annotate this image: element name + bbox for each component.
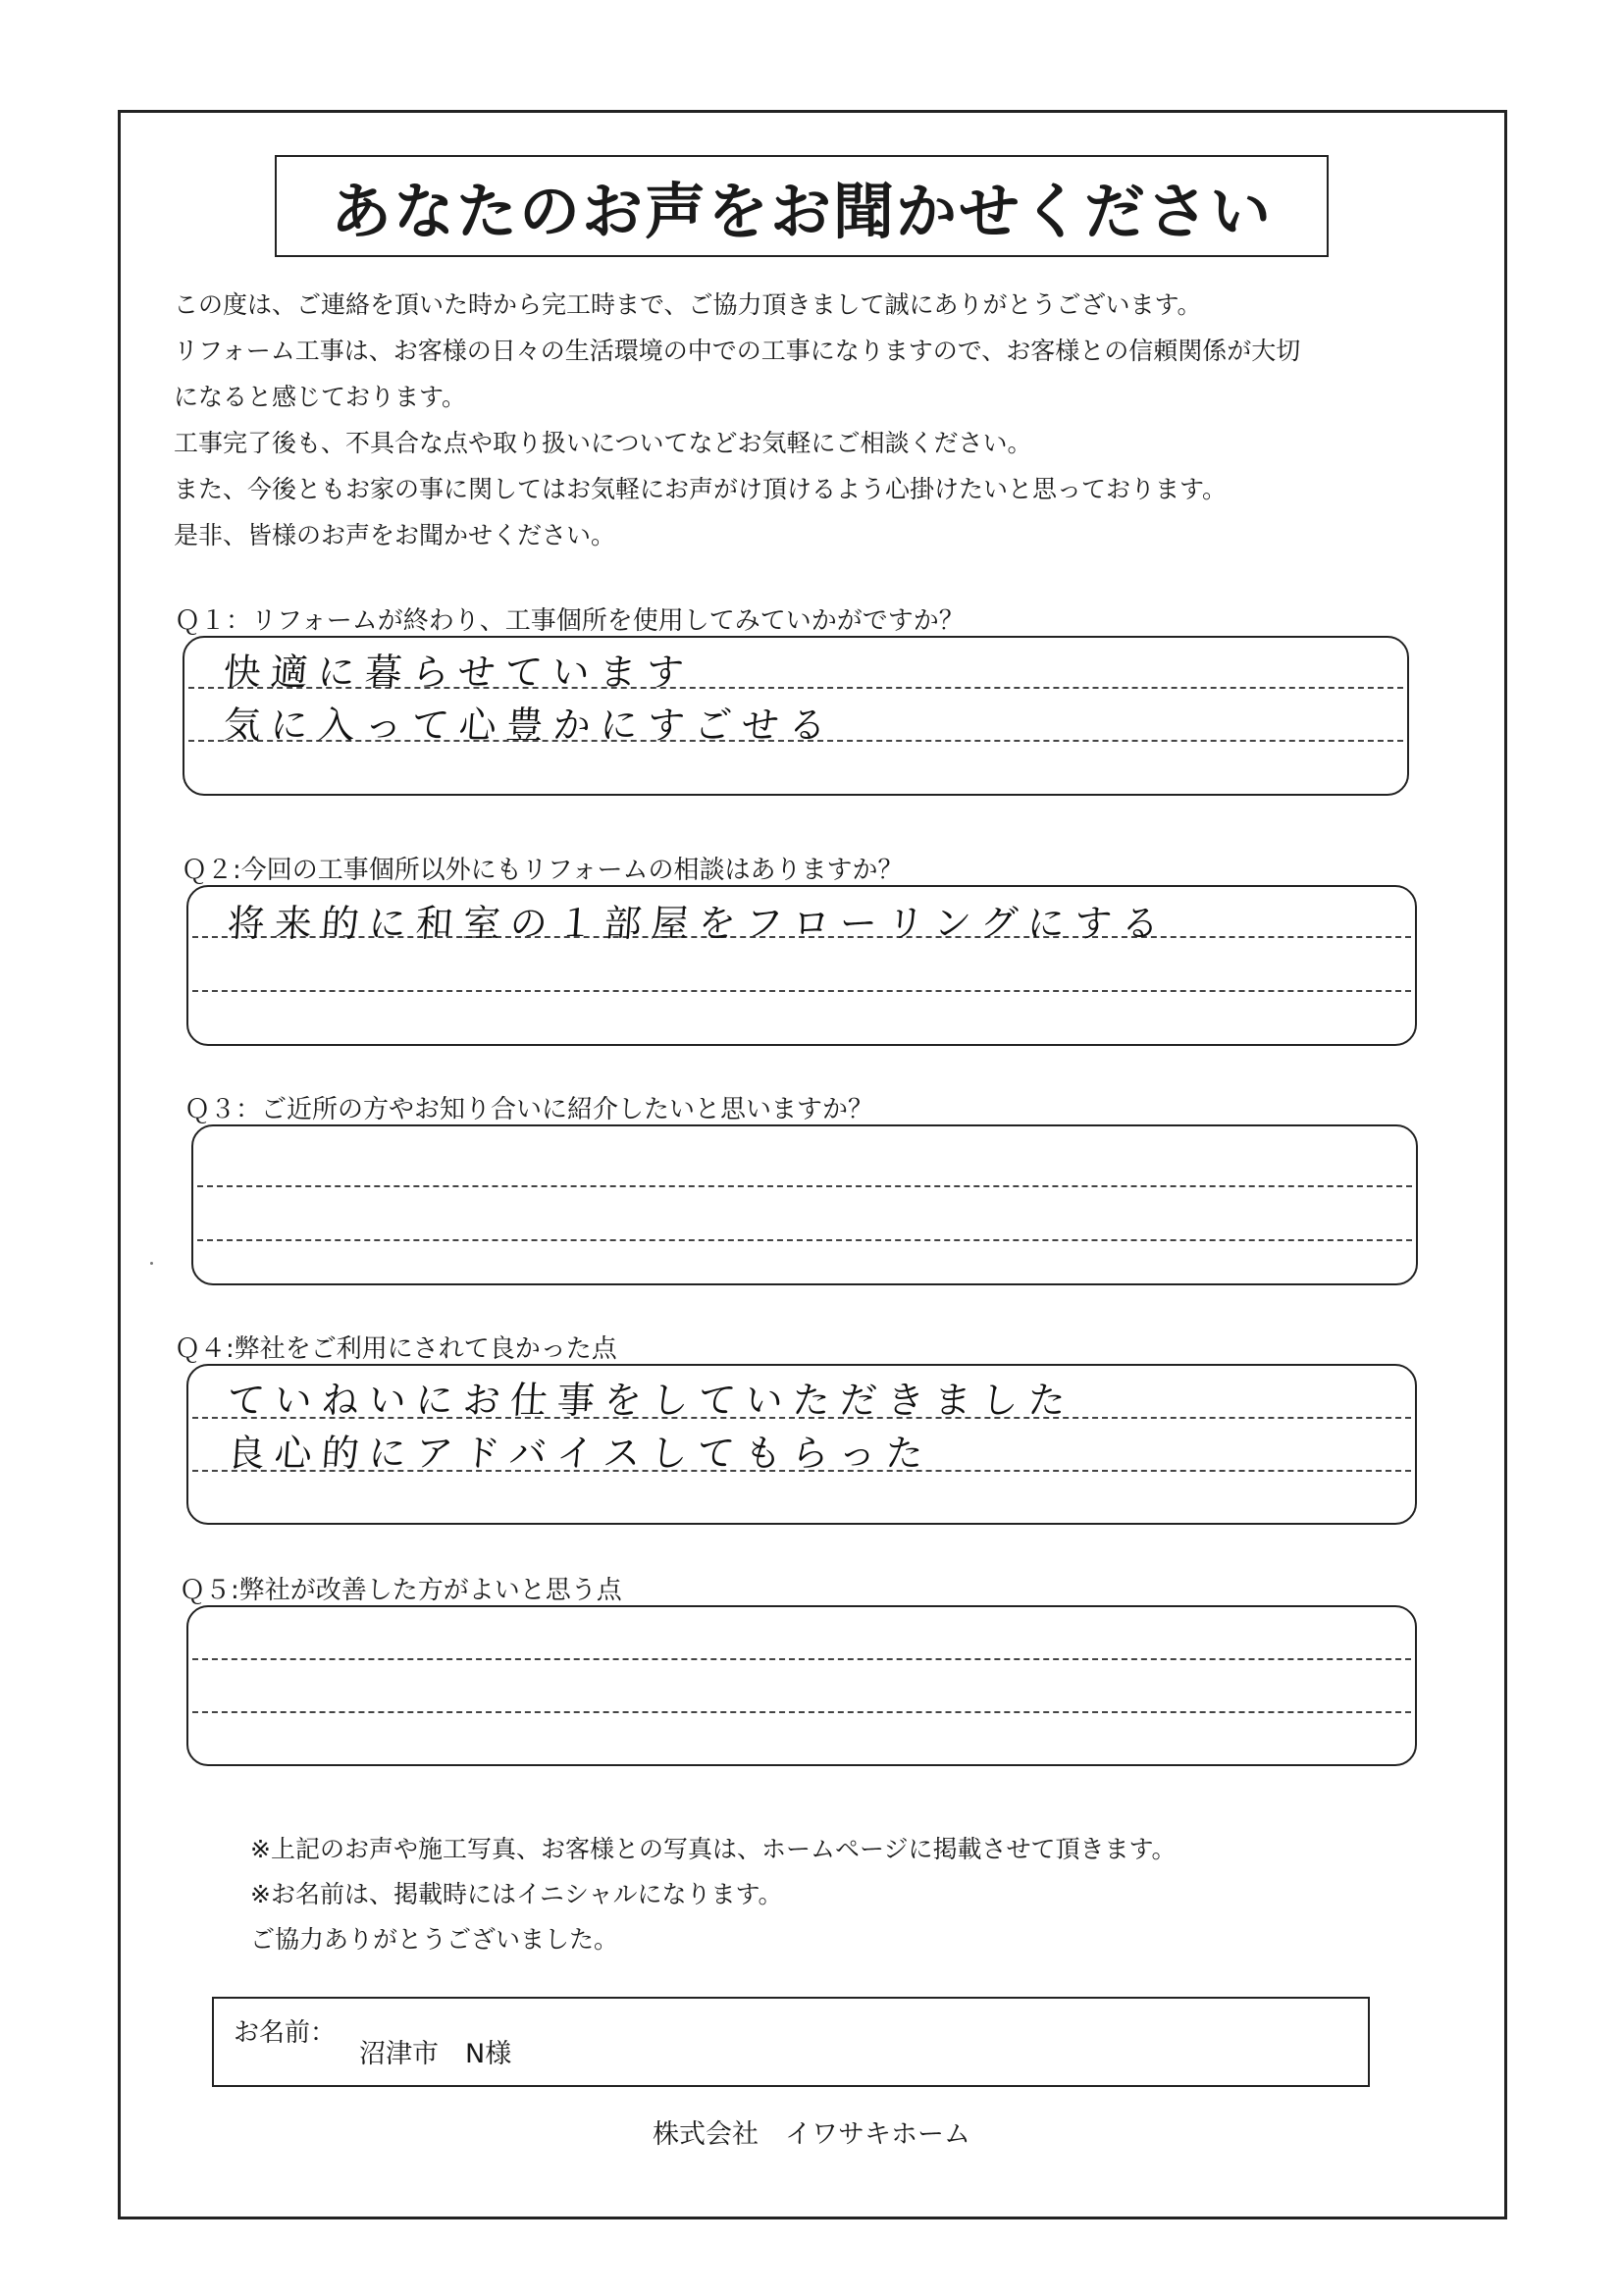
name-box[interactable] <box>212 1997 1370 2087</box>
answer-box-1[interactable] <box>183 636 1409 796</box>
answer-box-5[interactable] <box>186 1605 1417 1766</box>
handwritten-answer: 将来的に和室の１部屋をフローリングにする <box>226 902 1171 945</box>
handwritten-answer: 気に入って心豊かにすごせる <box>222 704 838 747</box>
handwritten-answer: 良心的にアドバイスしてもらった <box>226 1432 935 1475</box>
answer-box-4[interactable] <box>186 1364 1417 1525</box>
intro-text <box>174 282 1351 558</box>
answer-line <box>197 1239 1412 1241</box>
intro-line: リフォーム工事は、お客様の日々の生活環境の中での工事になりますので、お客様との信頼関係が大切 <box>174 337 1301 365</box>
scan-speck <box>150 1262 153 1265</box>
footer-notes <box>250 1827 1176 1962</box>
answer-line <box>192 1711 1411 1713</box>
intro-line: 是非、皆様のお声をお聞かせください。 <box>174 521 616 549</box>
handwritten-answer: ていねいにお仕事をしていただきました <box>226 1379 1077 1422</box>
note-line: ※上記のお声や施工写真、お客様との写真は、ホームページに掲載させて頂きます。 <box>250 1835 1177 1863</box>
note-line: ご協力ありがとうございました。 <box>250 1925 619 1954</box>
page-title: あなたのお声をお聞かせください <box>275 155 1329 257</box>
intro-line: になると感じております。 <box>174 383 467 411</box>
answer-box-3[interactable] <box>191 1124 1418 1285</box>
answer-box-2[interactable] <box>186 885 1417 1046</box>
name-label: お名前： <box>234 2018 337 2048</box>
question-2-label: Ｑ２:今回の工事個所以外にもリフォームの相談はありますか？ <box>182 856 904 885</box>
question-3-label: Ｑ３：ご近所の方やお知り合いに紹介したいと思いますか？ <box>184 1095 874 1124</box>
note-line: ※お名前は、掲載時にはイニシャルになります。 <box>250 1880 783 1908</box>
company-name: 株式会社 イワサキホーム <box>653 2119 970 2150</box>
handwritten-answer: 快適に暮らせています <box>222 651 696 694</box>
question-4-label: Ｑ４:弊社をご利用にされて良かった点 <box>175 1334 617 1364</box>
answer-line <box>197 1185 1412 1187</box>
intro-line: また、今後ともお家の事に関してはお気軽にお声がけ頂けるよう心掛けたいと思っております。 <box>174 475 1228 503</box>
question-5-label: Ｑ５:弊社が改善した方がよいと思う点 <box>180 1576 622 1605</box>
answer-line <box>192 990 1411 992</box>
answer-line <box>192 1658 1411 1660</box>
name-value: 沼津市 N様 <box>359 2039 512 2069</box>
intro-line: 工事完了後も、不具合な点や取り扱いについてなどお気軽にご相談ください。 <box>174 429 1032 457</box>
intro-line: この度は、ご連絡を頂いた時から完工時まで、ご協力頂きまして誠にありがとうございます。 <box>174 290 1202 319</box>
question-1-label: Ｑ１：リフォームが終わり、工事個所を使用してみていかがですか？ <box>175 606 965 636</box>
